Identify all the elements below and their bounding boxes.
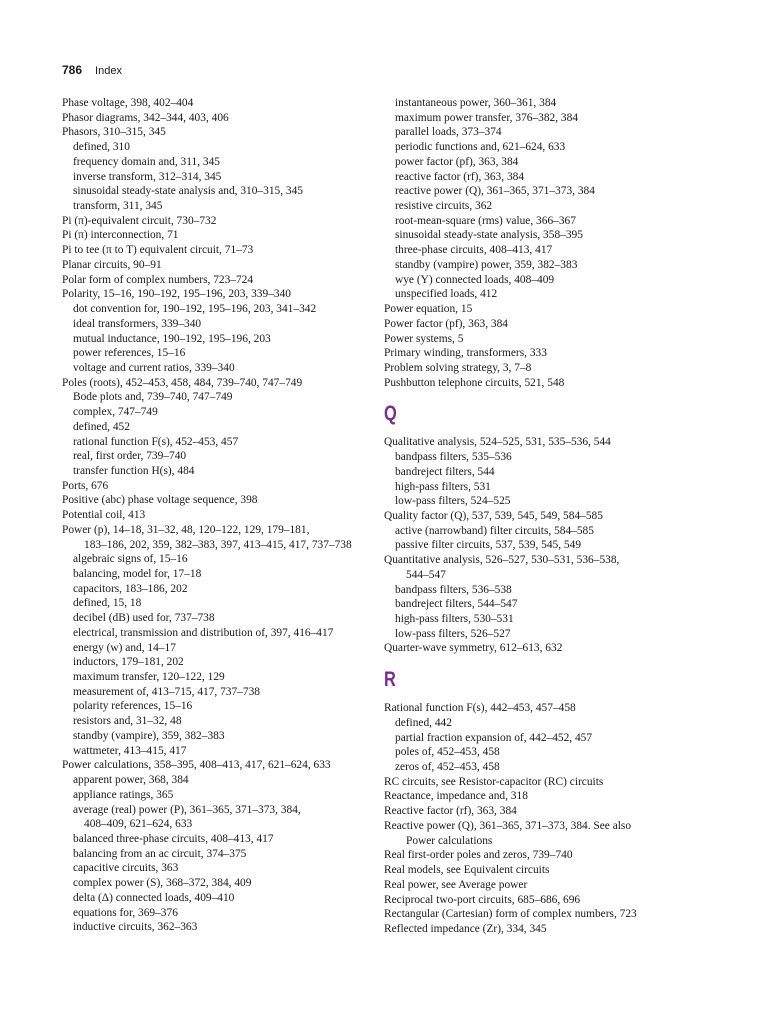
index-entry: Reciprocal two-port circuits, 685–686, 696: [384, 893, 581, 906]
page-number: 786: [62, 63, 83, 77]
index-subentry: inverse transform, 312–314, 345: [73, 170, 222, 183]
index-entry: Phasor diagrams, 342–344, 403, 406: [62, 111, 229, 124]
index-subentry: complex power (S), 368–372, 384, 409: [73, 877, 252, 890]
index-subentry: ideal transformers, 339–340: [73, 317, 202, 330]
index-subentry: parallel loads, 373–374: [395, 126, 502, 139]
index-entry: Reactive power (Q), 361–365, 371–373, 384. See also: [384, 819, 632, 832]
index-subentry: resistive circuits, 362: [395, 200, 493, 213]
index-entry: Quality factor (Q), 537, 539, 545, 549, 584–585: [384, 509, 603, 522]
index-entry: Potential coil, 413: [62, 509, 146, 522]
index-subentry: instantaneous power, 360–361, 384: [395, 97, 557, 109]
index-subentry: capacitors, 183–186, 202: [73, 582, 188, 595]
index-subentry: rational function F(s), 452–453, 457: [73, 435, 239, 448]
index-entry: Power equation, 15: [384, 303, 473, 316]
index-subentry: reactive power (Q), 361–365, 371–373, 384: [395, 185, 595, 198]
index-subentry: reactive factor (rf), 363, 384: [395, 170, 525, 183]
index-subentry: balancing from an ac circuit, 374–375: [73, 847, 247, 860]
index-subentry: frequency domain and, 311, 345: [73, 155, 220, 168]
section-letter-q: Q: [384, 402, 397, 426]
index-entry: Ports, 676: [62, 479, 109, 492]
index-entry: Power systems, 5: [384, 332, 464, 345]
index-subentry: complex, 747–749: [73, 406, 158, 419]
index-entry: Power (p), 14–18, 31–32, 48, 120–122, 129, 179–181,: [62, 523, 310, 536]
index-subentry: poles of, 452–453, 458: [395, 746, 500, 759]
index-subentry: equations for, 369–376: [73, 906, 178, 919]
index-entry: Rational function F(s), 442–453, 457–458: [384, 702, 576, 715]
index-entry: Positive (abc) phase voltage sequence, 398: [62, 494, 258, 507]
index-entry: Quarter-wave symmetry, 612–613, 632: [384, 642, 563, 655]
index-subentry: zeros of, 452–453, 458: [395, 761, 500, 774]
index-entry: Problem solving strategy, 3, 7–8: [384, 361, 532, 374]
index-subentry: dot convention for, 190–192, 195–196, 203, 341–342: [73, 303, 317, 316]
index-subentry: energy (w) and, 14–17: [73, 641, 176, 654]
index-subentry: delta (Δ) connected loads, 409–410: [73, 891, 235, 904]
index-subentry: resistors and, 31–32, 48: [73, 715, 182, 728]
page-header: [62, 63, 122, 78]
index-subentry: defined, 310: [73, 141, 130, 154]
index-subentry: measurement of, 413–715, 417, 737–738: [73, 685, 260, 698]
index-subentry: balancing, model for, 17–18: [73, 568, 202, 580]
index-subentry: algebraic signs of, 15–16: [73, 553, 188, 566]
index-entry: Primary winding, transformers, 333: [384, 347, 547, 360]
index-subentry: 408–409, 621–624, 633: [84, 818, 193, 831]
index-subentry: bandreject filters, 544: [395, 465, 495, 478]
index-subentry: real, first order, 739–740: [73, 450, 187, 463]
index-subentry: 183–186, 202, 359, 382–383, 397, 413–415, 417, 737–738: [84, 538, 352, 551]
index-entry: Power calculations, 358–395, 408–413, 417, 621–624, 633: [62, 759, 331, 772]
index-subentry: wye (Y) connected loads, 408–409: [395, 273, 555, 286]
index-entry: Phasors, 310–315, 345: [62, 126, 166, 139]
index-subentry: average (real) power (P), 361–365, 371–373, 384,: [73, 803, 301, 816]
index-entry: Polarity, 15–16, 190–192, 195–196, 203, 339–340: [62, 288, 291, 301]
index-subentry: polarity references, 15–16: [73, 700, 193, 713]
index-entry: Real power, see Average power: [384, 878, 528, 891]
index-subentry: three-phase circuits, 408–413, 417: [395, 244, 553, 257]
index-subentry: bandpass filters, 536–538: [395, 583, 512, 596]
index-entry: Pi (π) interconnection, 71: [62, 229, 179, 242]
index-subentry: partial fraction expansion of, 442–452, 457: [395, 731, 593, 744]
index-entry: RC circuits, see Resistor-capacitor (RC) circuits: [384, 775, 604, 788]
index-entry: Real first-order poles and zeros, 739–740: [384, 849, 573, 862]
section-letter-r: R: [384, 668, 396, 692]
index-subentry: mutual inductance, 190–192, 195–196, 203: [73, 332, 271, 345]
index-subentry: decibel (dB) used for, 737–738: [73, 612, 215, 625]
index-subentry: inductors, 179–181, 202: [73, 656, 184, 669]
index-entry: Reactance, impedance and, 318: [384, 790, 528, 803]
index-subentry: voltage and current ratios, 339–340: [73, 361, 235, 374]
index-subentry: standby (vampire), 359, 382–383: [73, 729, 225, 742]
index-entry: Pushbutton telephone circuits, 521, 548: [384, 376, 565, 389]
index-subentry: unspecified loads, 412: [395, 288, 498, 301]
index-entry: Phase voltage, 398, 402–404: [62, 97, 194, 109]
index-subentry: periodic functions and, 621–624, 633: [395, 141, 566, 154]
index-subentry: defined, 452: [73, 420, 130, 433]
index-subentry: high-pass filters, 531: [395, 480, 491, 493]
index-entry: Reactive factor (rf), 363, 384: [384, 805, 517, 818]
index-column-left: [62, 96, 392, 935]
index-subentry: transfer function H(s), 484: [73, 464, 195, 477]
index-subentry: root-mean-square (rms) value, 366–367: [395, 214, 576, 227]
index-subentry: 544–547: [406, 568, 446, 581]
index-entry: Quantitative analysis, 526–527, 530–531, 536–538,: [384, 554, 620, 567]
index-entry: Qualitative analysis, 524–525, 531, 535–536, 544: [384, 436, 611, 449]
index-subentry: sinusoidal steady-state analysis and, 310–315, 345: [73, 185, 303, 198]
index-subentry: passive filter circuits, 537, 539, 545, 549: [395, 539, 582, 552]
index-subentry: inductive circuits, 362–363: [73, 921, 198, 934]
index-entry: Polar form of complex numbers, 723–724: [62, 273, 254, 286]
index-entry: Power factor (pf), 363, 384: [384, 317, 508, 330]
index-subentry: defined, 442: [395, 716, 452, 729]
index-subentry: electrical, transmission and distribution of, 397, 416–417: [73, 626, 334, 639]
index-subentry: bandreject filters, 544–547: [395, 598, 518, 611]
index-subentry: defined, 15, 18: [73, 597, 142, 610]
index-subentry: power references, 15–16: [73, 347, 186, 360]
index-subentry: power factor (pf), 363, 384: [395, 155, 519, 168]
index-subentry: sinusoidal steady-state analysis, 358–395: [395, 229, 583, 242]
index-entry: Rectangular (Cartesian) form of complex numbers, 723: [384, 908, 637, 921]
index-subentry: balanced three-phase circuits, 408–413, 417: [73, 832, 274, 845]
index-subentry: wattmeter, 413–415, 417: [73, 744, 187, 757]
index-subentry: capacitive circuits, 363: [73, 862, 179, 875]
index-subentry: apparent power, 368, 384: [73, 774, 189, 787]
index-subentry: maximum transfer, 120–122, 129: [73, 671, 225, 684]
index-entry: Poles (roots), 452–453, 458, 484, 739–740, 747–749: [62, 376, 303, 389]
index-entry: Pi (π)-equivalent circuit, 730–732: [62, 214, 217, 227]
index-subentry: high-pass filters, 530–531: [395, 613, 514, 625]
page-title: Index: [95, 65, 122, 77]
index-subentry: low-pass filters, 526–527: [395, 627, 511, 640]
index-entry: Reflected impedance (Zr), 334, 345: [384, 922, 547, 935]
index-column-right: [384, 96, 714, 937]
index-subentry: low-pass filters, 524–525: [395, 495, 511, 508]
index-subentry: active (narrowband) filter circuits, 584–585: [395, 524, 594, 537]
index-subentry: Power calculations: [406, 834, 493, 847]
index-entry: Planar circuits, 90–91: [62, 258, 162, 271]
index-subentry: standby (vampire) power, 359, 382–383: [395, 258, 578, 271]
index-subentry: appliance ratings, 365: [73, 788, 174, 801]
index-entry: Real models, see Equivalent circuits: [384, 864, 550, 877]
index-subentry: maximum power transfer, 376–382, 384: [395, 111, 579, 124]
index-subentry: bandpass filters, 535–536: [395, 451, 512, 464]
index-subentry: Bode plots and, 739–740, 747–749: [73, 391, 233, 404]
index-subentry: transform, 311, 345: [73, 200, 163, 213]
index-entry: Pi to tee (π to T) equivalent circuit, 71–73: [62, 244, 254, 257]
